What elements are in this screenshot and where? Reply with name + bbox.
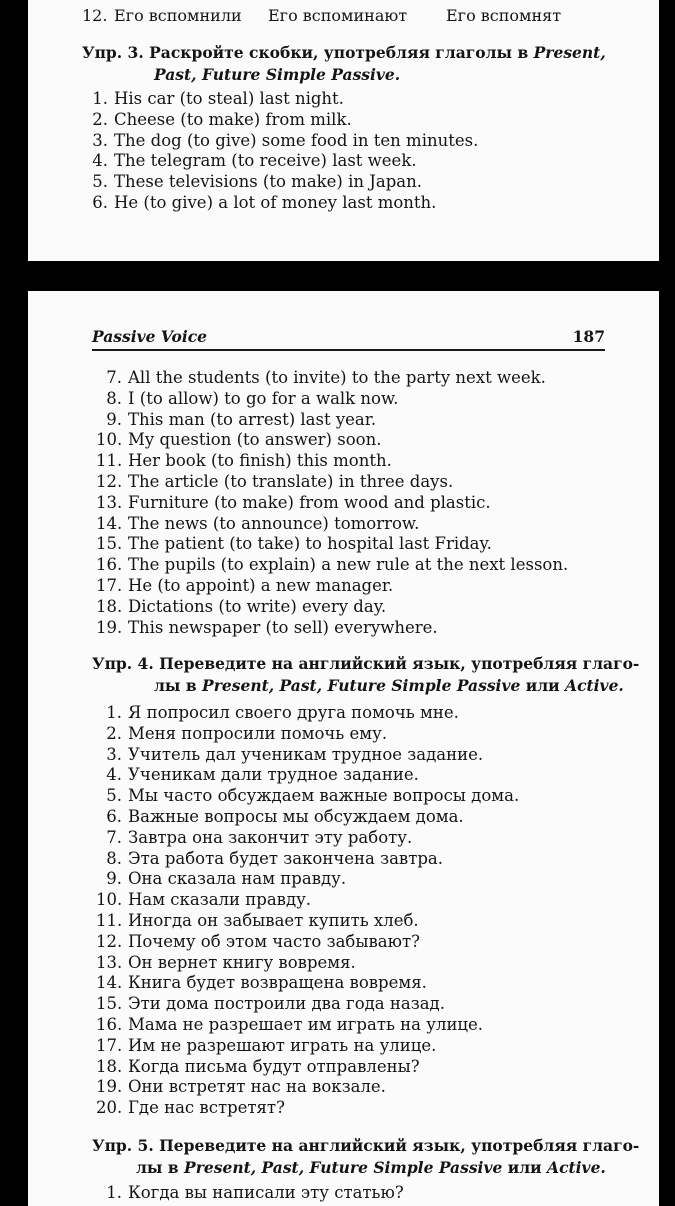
list-item-number: 17. bbox=[96, 576, 123, 595]
list-item bbox=[96, 931, 420, 951]
exercise-label: Упр. 4. bbox=[92, 654, 154, 673]
page-187 bbox=[28, 291, 659, 1206]
list-item-number: 2. bbox=[106, 723, 122, 743]
list-item-text: Им не разрешают играть на улице. bbox=[128, 1035, 437, 1055]
list-item-number: 4. bbox=[106, 765, 122, 785]
list-item-number: 18. bbox=[96, 596, 123, 616]
table-row-number: 12. bbox=[82, 6, 108, 25]
list-item bbox=[96, 388, 399, 408]
list-item-number: 13. bbox=[96, 952, 123, 972]
list-item bbox=[96, 432, 381, 449]
exercise-instruction-italic: Active. bbox=[565, 676, 624, 695]
list-item-text: Dictations (to write) every day. bbox=[128, 596, 387, 616]
list-item-text: Важные вопросы мы обсуждаем дома. bbox=[128, 807, 464, 826]
top-page-fragment bbox=[28, 0, 659, 261]
list-item bbox=[96, 744, 484, 764]
list-item bbox=[80, 109, 352, 129]
list-item-number: 9. bbox=[106, 869, 122, 889]
list-item-text: Завтра она закончит эту работу. bbox=[128, 827, 413, 847]
list-item-text: He (to give) a lot of money last month. bbox=[114, 193, 437, 212]
list-item-number: 12. bbox=[96, 931, 123, 951]
list-item bbox=[96, 788, 519, 805]
list-item-text: My question (to answer) soon. bbox=[128, 430, 382, 450]
list-item-text: The news (to announce) tomorrow. bbox=[128, 513, 420, 533]
list-item-text: Учитель дал ученикам трудное задание. bbox=[128, 744, 484, 764]
exercise-instruction: Переведите на английский язык, употребляя глаго- bbox=[159, 654, 640, 673]
list-item-number: 16. bbox=[96, 1015, 123, 1034]
list-item-number: 11. bbox=[96, 911, 123, 930]
list-item bbox=[96, 871, 346, 888]
exercise-instruction: лы в bbox=[136, 1158, 179, 1177]
exercise-3-heading bbox=[82, 42, 606, 85]
list-item-text: Эта работа будет закончена завтра. bbox=[128, 848, 443, 868]
list-item-number: 19. bbox=[96, 1077, 123, 1097]
list-item-text: Когда вы написали эту статью? bbox=[128, 1183, 404, 1202]
list-item bbox=[96, 1185, 404, 1202]
list-item bbox=[96, 996, 445, 1013]
list-item bbox=[96, 409, 377, 429]
exercise-instruction: лы в bbox=[154, 676, 197, 695]
exercise-instruction: Раскройте скобки, употребляя глаголы в bbox=[149, 43, 529, 62]
list-item bbox=[80, 130, 479, 150]
list-item bbox=[96, 596, 387, 616]
exercise-instruction-italic: Present, Past, Future Simple Passive bbox=[202, 676, 521, 695]
list-item-text: Она сказала нам правду. bbox=[128, 869, 347, 889]
list-item-number: 19. bbox=[96, 617, 123, 637]
table-cell: Его вспоминают bbox=[268, 6, 408, 25]
list-item-text: The telegram (to receive) last week. bbox=[114, 151, 417, 171]
list-item-text: The dog (to give) some food in ten minutes. bbox=[114, 130, 479, 150]
list-item-text: Где нас встретят? bbox=[128, 1098, 285, 1118]
list-item-number: 7. bbox=[106, 827, 122, 847]
list-item-text: He (to appoint) a new manager. bbox=[128, 576, 394, 595]
running-head-title: Passive Voice bbox=[92, 327, 208, 346]
list-item bbox=[96, 1100, 285, 1117]
list-item-text: The article (to translate) in three days. bbox=[128, 472, 454, 491]
exercise-4-heading bbox=[92, 653, 639, 697]
list-item bbox=[80, 91, 344, 108]
list-item-number: 6. bbox=[106, 807, 122, 826]
list-item-text: These televisions (to make) in Japan. bbox=[114, 172, 422, 192]
table-cell: Его вспомнят bbox=[446, 6, 562, 25]
list-item-text: This newspaper (to sell) everywhere. bbox=[128, 617, 438, 637]
list-item-number: 1. bbox=[92, 89, 108, 108]
list-item-text: I (to allow) to go for a walk now. bbox=[128, 388, 399, 408]
list-item bbox=[96, 474, 453, 491]
list-item bbox=[96, 453, 392, 470]
list-item bbox=[80, 153, 417, 170]
list-item bbox=[96, 809, 464, 826]
list-item-number: 10. bbox=[96, 890, 123, 910]
list-item bbox=[96, 557, 568, 574]
exercise-instruction: или bbox=[525, 676, 560, 695]
list-item bbox=[80, 174, 422, 191]
list-item-text: Her book (to finish) this month. bbox=[128, 451, 392, 471]
list-item bbox=[96, 513, 420, 533]
exercise-5-heading bbox=[92, 1135, 639, 1179]
exercise-instruction-italic: Present, bbox=[533, 43, 606, 62]
list-item bbox=[96, 767, 419, 784]
exercise-label: Упр. 3. bbox=[82, 43, 144, 62]
list-item-number: 5. bbox=[106, 786, 122, 806]
list-item-text: Мы часто обсуждаем важные вопросы дома. bbox=[128, 786, 520, 806]
list-item-number: 1. bbox=[106, 703, 122, 722]
list-item-number: 8. bbox=[106, 848, 122, 868]
list-item-number: 8. bbox=[106, 388, 122, 408]
list-item-number: 3. bbox=[92, 130, 108, 150]
list-item-number: 18. bbox=[96, 1056, 123, 1076]
list-item bbox=[96, 913, 419, 930]
running-head bbox=[92, 327, 605, 351]
list-item bbox=[96, 705, 459, 722]
exercise-instruction-italic: Active. bbox=[547, 1158, 606, 1177]
exercise-instruction-italic: Present, Past, Future Simple Passive bbox=[184, 1158, 503, 1177]
list-item bbox=[96, 1079, 386, 1096]
exercise-instruction-italic: Past, Future Simple Passive. bbox=[154, 64, 401, 84]
exercise-instruction: или bbox=[507, 1158, 542, 1177]
list-item-text: Он вернет книгу вовремя. bbox=[128, 952, 356, 972]
exercise-label: Упр. 5. bbox=[92, 1136, 154, 1155]
list-item-text: Книга будет возвращена вовремя. bbox=[128, 973, 427, 993]
list-item-number: 9. bbox=[106, 409, 122, 429]
list-item-text: The pupils (to explain) a new rule at the next lesson. bbox=[128, 555, 569, 575]
list-item-number: 2. bbox=[92, 109, 108, 129]
list-item-number: 6. bbox=[92, 193, 108, 212]
list-item-text: Они встретят нас на вокзале. bbox=[128, 1077, 386, 1097]
list-item bbox=[96, 1017, 483, 1034]
list-item-number: 1. bbox=[106, 1183, 122, 1202]
list-item-text: His car (to steal) last night. bbox=[114, 89, 344, 108]
list-item bbox=[80, 195, 436, 212]
list-item-text: Furniture (to make) from wood and plastic. bbox=[128, 492, 491, 512]
list-item-text: Когда письма будут отправлены? bbox=[128, 1056, 420, 1076]
list-item-number: 12. bbox=[96, 472, 123, 491]
list-item bbox=[96, 892, 311, 909]
list-item-number: 14. bbox=[96, 973, 123, 993]
list-item bbox=[96, 952, 356, 972]
list-item-text: Иногда он забывает купить хлеб. bbox=[128, 911, 419, 930]
list-item-text: Эти дома построили два года назад. bbox=[128, 994, 445, 1014]
list-item-text: The patient (to take) to hospital last Friday. bbox=[128, 534, 492, 554]
list-item-number: 17. bbox=[96, 1035, 123, 1055]
list-item-number: 7. bbox=[106, 368, 122, 387]
list-item-number: 4. bbox=[92, 151, 108, 171]
list-item bbox=[96, 617, 438, 637]
list-item bbox=[96, 1035, 437, 1055]
list-item-number: 20. bbox=[96, 1098, 123, 1118]
list-item-text: All the students (to invite) to the party next week. bbox=[128, 368, 546, 387]
list-item-number: 14. bbox=[96, 513, 123, 533]
list-item bbox=[96, 370, 546, 387]
list-item-text: Cheese (to make) from milk. bbox=[114, 109, 352, 129]
list-item-number: 15. bbox=[96, 534, 123, 554]
list-item-text: Я попросил своего друга помочь мне. bbox=[128, 703, 459, 722]
list-item bbox=[96, 1056, 420, 1076]
list-item bbox=[96, 536, 492, 553]
table-cell: Его вспомнили bbox=[114, 6, 242, 25]
list-item-number: 13. bbox=[96, 492, 123, 512]
exercise-instruction: Переведите на английский язык, употребляя глаго- bbox=[159, 1136, 640, 1155]
list-item-number: 15. bbox=[96, 994, 123, 1014]
list-item-text: This man (to arrest) last year. bbox=[128, 409, 377, 429]
list-item-number: 16. bbox=[96, 555, 123, 575]
list-item-number: 5. bbox=[92, 172, 108, 192]
list-item-text: Ученикам дали трудное задание. bbox=[128, 765, 419, 785]
list-item bbox=[96, 723, 388, 743]
list-item bbox=[96, 492, 491, 512]
list-item bbox=[96, 848, 443, 868]
list-item-number: 11. bbox=[96, 451, 123, 471]
list-item-number: 3. bbox=[106, 744, 122, 764]
list-item bbox=[96, 827, 413, 847]
list-item bbox=[96, 578, 393, 595]
list-item-text: Нам сказали правду. bbox=[128, 890, 312, 910]
list-item-number: 10. bbox=[96, 430, 123, 450]
list-item bbox=[96, 975, 427, 992]
list-item-text: Мама не разрешает им играть на улице. bbox=[128, 1015, 484, 1034]
page-number: 187 bbox=[572, 327, 605, 346]
list-item-text: Меня попросили помочь ему. bbox=[128, 723, 388, 743]
list-item-text: Почему об этом часто забывают? bbox=[128, 931, 420, 951]
